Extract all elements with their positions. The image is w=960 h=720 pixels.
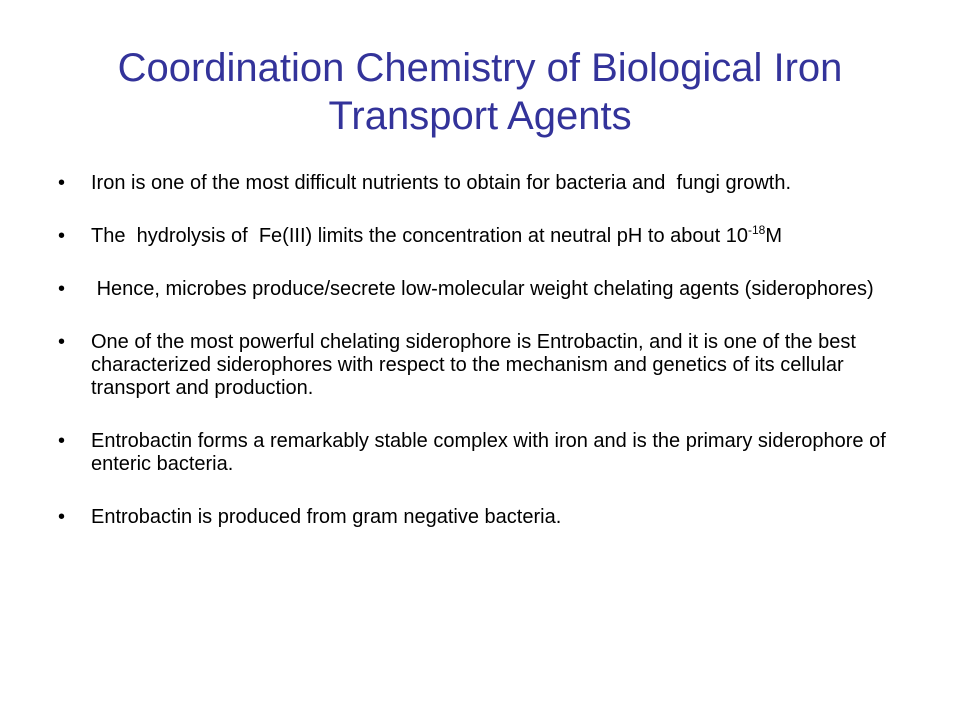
bullet-text: Entrobactin is produced from gram negative bacteria.	[91, 506, 562, 528]
bullet-item-5	[58, 430, 908, 476]
concentration-unit: M	[765, 225, 783, 247]
bullet-text: Entrobactin forms a remarkably stable complex with iron and is the primary siderophore of enteric bacteria.	[91, 430, 892, 475]
bullet-item-1	[58, 172, 908, 195]
bullet-list	[58, 172, 908, 559]
bullet-item-3	[58, 278, 908, 301]
bullet-item-2	[58, 225, 908, 248]
slide-title: Coordination Chemistry of Biological Iron Transport Agents	[117, 46, 843, 138]
bullet-marker: •	[58, 225, 66, 247]
bullet-item-4	[58, 331, 908, 400]
concentration-exponent: -18	[748, 223, 766, 237]
bullet-item-6	[58, 506, 908, 529]
concentration-base: 10	[725, 225, 748, 247]
bullet-marker: •	[58, 278, 66, 300]
bullet-marker: •	[58, 506, 66, 528]
bullet-marker: •	[58, 172, 66, 194]
bullet-text: Hence, microbes produce/secrete low-molecular weight chelating agents (siderophores)	[91, 278, 874, 300]
bullet-marker: •	[58, 430, 66, 452]
bullet-text: The hydrolysis of Fe(III) limits the concentration at neutral pH to about	[91, 225, 726, 247]
bullet-text: Iron is one of the most difficult nutrients to obtain for bacteria and fungi growth.	[91, 172, 792, 194]
bullet-text: One of the most powerful chelating siderophore is Entrobactin, and it is one of the best characterized siderophores with respect to the mechanism and genetics of its cellular transport and production.	[91, 331, 862, 399]
bullet-marker: •	[58, 331, 66, 353]
